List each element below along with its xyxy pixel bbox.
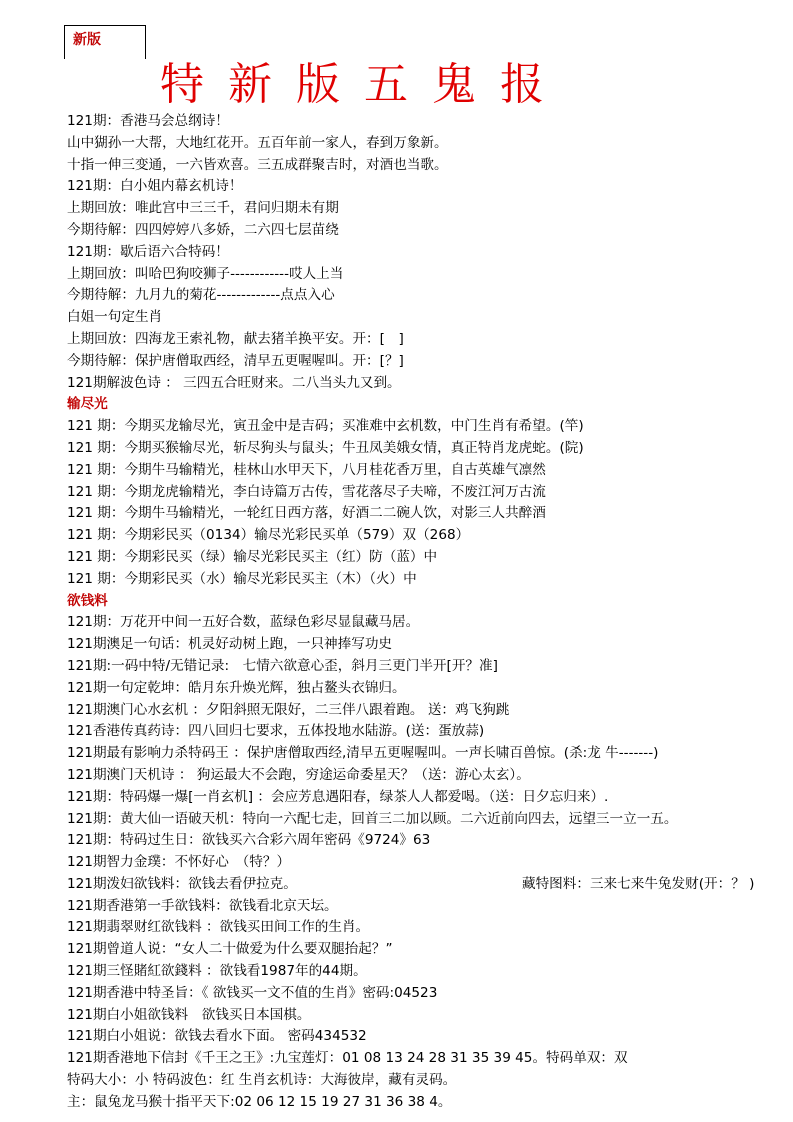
version-badge [64,25,146,59]
version-badge-label: 新版 [73,32,101,48]
text-line: 121期：万花开中间一五好合数，蓝绿色彩尽显鼠藏马居。 [67,614,420,631]
text-line: 121期：特码过生日：欲钱买六合彩六周年密码《9724》63 [67,832,431,849]
text-line: 十指一伸三变通，一六皆欢喜。三五成群聚吉时，对酒也当歌。 [67,156,448,173]
text-line: 今期待解：九月九的菊花-------------点点入心 [67,287,335,304]
text-line: 121 期：今期彩民买（水）输尽光彩民买主（木）（火）中 [67,570,417,587]
text-line: 上期回放：四海龙王索礼物，献去猪羊换平安。开：[ ] [67,330,404,347]
text-line: 上期回放：唯此宫中三三千，君问归期未有期 [67,200,339,217]
text-line: 121期：歇后语六合特码！ [67,243,229,260]
text-line: 121期香港中特圣旨：《 欲钱买一文不值的生肖》密码:04523 [67,984,438,1001]
text-line: 121 期：今期彩民买（绿）输尽光彩民买主（红）防（蓝）中 [67,548,438,565]
text-line: 121期白小姐说：欲钱去看水下面。 密码434532 [67,1028,367,1045]
text-line: 白姐一句定生肖 [67,309,163,326]
text-line: 今期待解：保护唐僧取西经，清早五更喔喔叫。开：[？] [67,352,404,369]
document-body [67,111,793,1114]
text-line: 121 期：今期牛马输精光，桂林山水甲天下，八月桂花香万里，自古英雄气凛然 [67,461,546,478]
text-line: 121 期：今期买龙输尽光，寅丑金中是吉码；买准难中玄机数，中门生肖有希望。(竿) [67,418,584,435]
text-line: 121期最有影响力杀特码王 ：保护唐僧取西经,清早五更喔喔叫。一声长啸百兽惊。(杀:龙 牛-------) [67,745,659,762]
text-line: 121期澳足一句话：机灵好动树上跑，一只神捧写功史 [67,636,393,653]
text-line: 今期待解：四四婷婷八多娇，二六四七层苗绕 [67,221,339,238]
text-line: 121期白小姐欲钱料 欲钱买日本国棋。 [67,1006,311,1023]
text-line: 121期翡翠财红欲钱料 ：欲钱买田间工作的生肖。 [67,919,370,936]
split-text-line [67,874,793,896]
text-line: 121 期：今期彩民买（0134）输尽光彩民买单（579）双（268） [67,527,470,544]
section-heading-lost: 输尽光 [67,396,108,413]
text-line: 121期：特码爆一爆[一肖玄机] ：会应芳息遇阳春，绿茶人人都爱喝。（送：日夕忘归来）. [67,788,609,805]
text-line: 121期：黄大仙一语破天机：特向一六配七走，回首三二加以顾。二六近前向四去，远望三一立一五。 [67,810,678,827]
text-line: 121期解波色诗 ： 三四五合旺财来。二八当头九又到。 [67,374,401,391]
text-line: 上期回放：叫哈巴狗咬狮子------------哎人上当 [67,265,344,282]
text-line: 121期香港第一手欲钱料：欲钱看北京天坛。 [67,897,338,914]
text-line: 121期澳门天机诗 ： 狗运最大不会跑，穷途运命委星天？（送：游心太玄）。 [67,766,530,783]
text-line: 121 期：今期牛马输精光，一轮红日西方落，好酒二二碗人饮，对影三人共醉酒 [67,505,546,522]
text-line: 121 期：今期龙虎输精光，李白诗篇万古传，雪花落尽子夫啼，不废江河万古流 [67,483,546,500]
text-line: 121期:一码中特/无错记录: 七情六欲意心歪，斜月三更门半开[开？准] [67,657,498,674]
text-line: 121期一句定乾坤：皓月东升焕光辉，独占鳌头衣锦归。 [67,679,406,696]
text-line: 121香港传真药诗：四八回归七要求，五体投地水陆游。(送：蛋放蒜) [67,723,485,740]
split-line-left: 121期泼妇欲钱料：欲钱去看伊拉克。 [67,875,297,892]
text-line: 121期智力金璞：不怀好心 （特？） [67,854,291,871]
text-line: 121期：香港马会总纲诗！ [67,113,229,129]
section-heading-money: 欲钱料 [67,592,108,609]
text-line: 特码大小：小 特码波色：红 生肖玄机诗：大海彼岸，藏有灵码。 [67,1072,457,1089]
text-line: 121 期：今期买猴输尽光，斩尽狗头与鼠头；牛丑凤美娥女情，真正特肖龙虎蛇。(院) [67,439,584,456]
page-title: 特新版五鬼报 [160,59,568,110]
text-line: 121期：白小姐内幕玄机诗！ [67,178,243,195]
text-line: 主：鼠兔龙马猴十指平天下:02 06 12 15 19 27 31 36 38 4。 [67,1093,452,1110]
text-line: 121期香港地下信封《千王之王》:九宝莲灯：01 08 13 24 28 31 35 39 45。特码单双：双 [67,1050,628,1067]
text-line: 121期三怪賭紅欲錢料 ：欲钱看1987年的44期。 [67,963,367,980]
text-line: 山中猢孙一大帮，大地红花开。五百年前一家人，春到万象新。 [67,134,448,151]
text-line: 121期澳门心水玄机 ：夕阳斜照无限好，二三伴八跟着跑。 送：鸡飞狗跳 [67,701,510,718]
text-line: 121期曾道人说：“女人二十做爱为什么要双腿抬起？” [67,941,393,958]
split-line-right: 藏特图料：三来七来牛兔发财(开：？ ) [522,875,755,892]
